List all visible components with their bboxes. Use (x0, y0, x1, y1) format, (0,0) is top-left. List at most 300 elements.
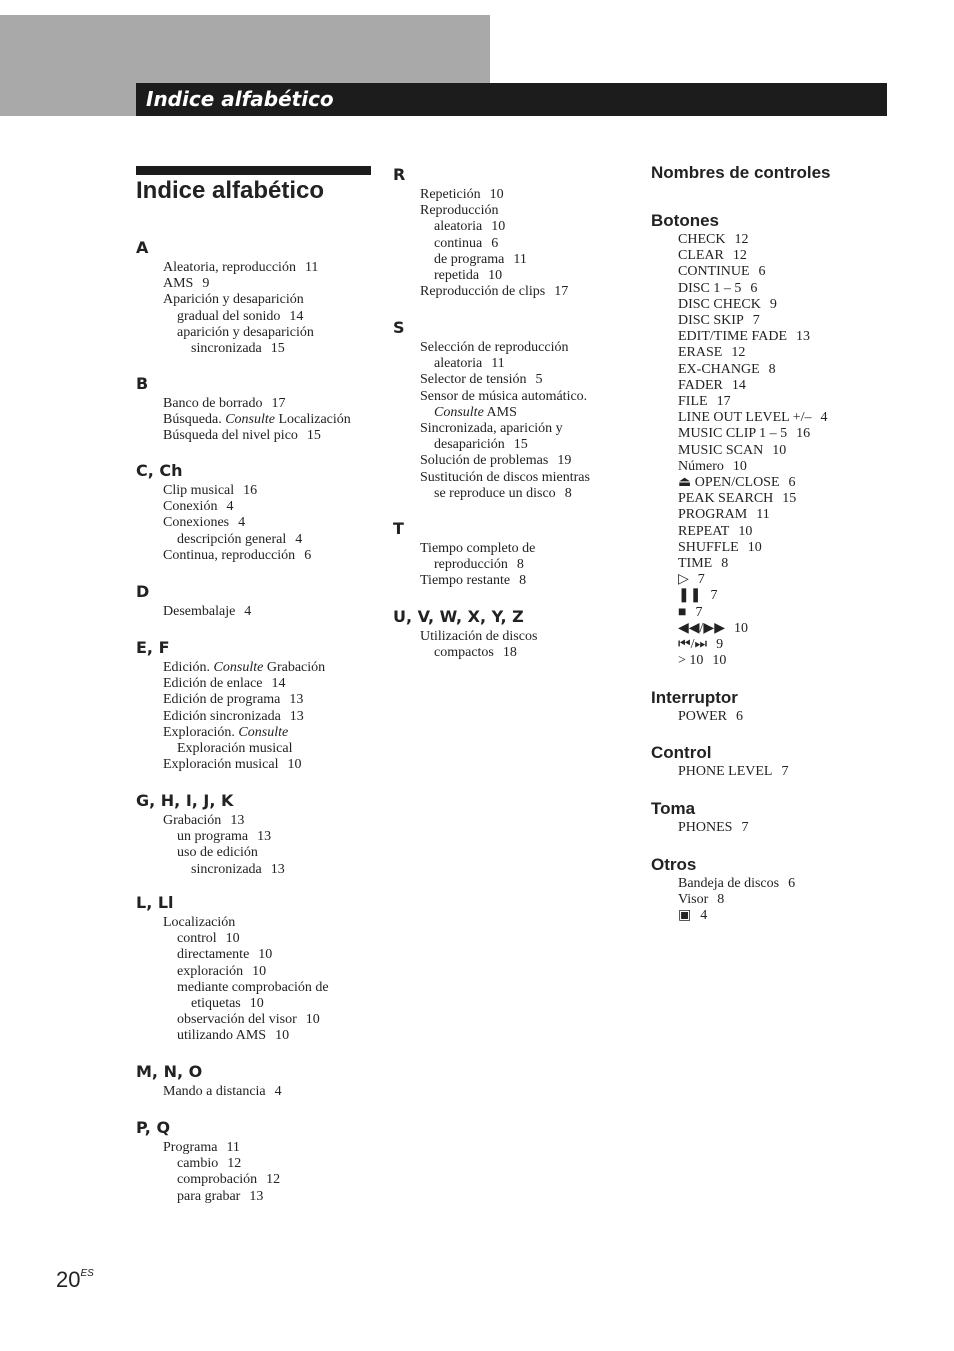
index-section (136, 893, 329, 1045)
index-entry (651, 491, 827, 507)
entry-text: Edición sincronizada (163, 708, 281, 724)
index-entry (393, 437, 590, 453)
entry-text: Selección de reproducción (420, 340, 569, 355)
section-heading: D (136, 582, 150, 601)
page-reference: 10 (275, 1028, 290, 1044)
entry-text: Bandeja de discos (678, 876, 780, 891)
page-number-suffix: ES (80, 1268, 94, 1279)
page-reference: 12 (732, 248, 747, 264)
entry-text: ⏏ OPEN/CLOSE (678, 475, 780, 491)
index-entry (393, 372, 590, 388)
index-entry (393, 356, 590, 372)
entry-text: directamente (177, 947, 250, 963)
page-reference: 17 (554, 284, 569, 300)
entry-text: DISC 1 – 5 (678, 280, 742, 296)
entry-text: Exploración. (163, 724, 235, 740)
index-entry (136, 1172, 280, 1188)
entry-list (393, 187, 568, 300)
index-entry (136, 709, 325, 725)
entry-list (651, 709, 743, 725)
entry-text: compactos (434, 645, 494, 661)
page-reference: 11 (304, 260, 319, 275)
entry-text: continua (434, 235, 483, 251)
page-reference: 13 (289, 708, 304, 724)
entry-text: REPEAT (678, 523, 730, 539)
entry-text: Desembalaje (163, 604, 236, 619)
index-entry (651, 588, 827, 604)
index-entry (136, 660, 325, 676)
index-entry (136, 931, 329, 947)
index-entry (136, 862, 285, 878)
page-reference: 11 (513, 251, 527, 267)
page-reference: 12 (731, 345, 746, 361)
page-reference: 10 (249, 996, 264, 1012)
section-heading: U, V, W, X, Y, Z (393, 607, 524, 626)
page-reference: 7 (752, 313, 760, 329)
page-reference: 16 (796, 426, 811, 442)
entry-text: TIME (678, 556, 713, 572)
entry-text: Exploración musical (177, 741, 293, 757)
page-reference: 7 (697, 572, 705, 588)
page-reference: 12 (734, 232, 749, 247)
page-reference: 9 (202, 276, 210, 292)
entry-text: Exploración musical (163, 757, 279, 773)
entry-text: PEAK SEARCH (678, 491, 774, 507)
index-entry (136, 725, 325, 741)
section-heading: B (136, 374, 149, 393)
entry-list (651, 764, 789, 780)
page-reference: 11 (491, 356, 505, 372)
page-reference: 10 (258, 947, 273, 963)
section-heading: A (136, 238, 149, 257)
entry-text: PHONE LEVEL (678, 764, 773, 779)
index-entry (136, 915, 329, 931)
entry-text: ❚❚ (678, 588, 702, 604)
index-entry (651, 572, 827, 588)
index-entry (393, 252, 568, 268)
index-entry (136, 341, 318, 357)
entry-text: EX-CHANGE (678, 361, 760, 377)
page-reference: 10 (733, 620, 748, 636)
see-reference: Consulte (213, 660, 264, 675)
index-section (651, 742, 789, 780)
page-reference: 7 (695, 604, 703, 620)
page-reference: 17 (271, 396, 286, 411)
entry-text: Edición de enlace (163, 676, 263, 692)
section-heading: Otros (651, 855, 697, 874)
entry-text: ■ (678, 604, 687, 620)
index-entry (393, 203, 568, 219)
page-reference: 12 (227, 1156, 242, 1172)
entry-text: PROGRAM (678, 507, 748, 523)
entry-text: aleatoria (434, 219, 483, 235)
index-entry (651, 378, 827, 394)
entry-text: Conexiones (163, 515, 230, 531)
section-heading: R (393, 165, 406, 184)
page-reference: 4 (820, 410, 828, 426)
entry-text: Reproducción de clips (420, 284, 546, 300)
page-reference: 8 (564, 485, 572, 501)
section-heading: E, F (136, 638, 170, 657)
index-entry (651, 540, 827, 556)
entry-text: Selector de tensión (420, 372, 527, 388)
index-entry (651, 892, 795, 908)
index-entry (136, 845, 285, 861)
entry-text: EDIT/TIME FADE (678, 329, 787, 345)
entry-text: sincronizada (191, 861, 262, 877)
index-entry (393, 421, 590, 437)
entry-text: CLEAR (678, 248, 724, 264)
entry-text: Utilización de discos (420, 629, 538, 644)
page-reference: 6 (750, 280, 758, 296)
entry-text: aleatoria (434, 356, 483, 372)
page-reference: 10 (712, 653, 727, 669)
index-entry (393, 645, 537, 661)
page-reference: 7 (781, 764, 789, 779)
entry-text: etiquetas (191, 996, 241, 1012)
entry-text: Búsqueda. (163, 412, 222, 428)
entry-text: repetida (434, 268, 480, 284)
entry-text: Mando a distancia (163, 1084, 266, 1099)
index-entry (136, 692, 325, 708)
entry-text: ▷ (678, 572, 689, 588)
entry-list (136, 483, 311, 564)
entry-text: control (177, 931, 217, 947)
index-entry (136, 412, 351, 428)
entry-text: Continua, reproducción (163, 547, 296, 563)
entry-text: SHUFFLE (678, 539, 739, 555)
page-reference: 10 (738, 523, 753, 539)
index-entry (651, 908, 795, 924)
page-reference: 4 (226, 499, 234, 515)
entry-text: ▣ (678, 908, 692, 924)
index-entry (651, 621, 827, 637)
page-reference: 10 (252, 963, 267, 979)
entry-text: observación del visor (177, 1012, 297, 1028)
index-entry (651, 264, 827, 280)
index-section (651, 798, 748, 836)
entry-text: Reproducción (420, 203, 499, 219)
entry-list (136, 604, 251, 620)
page-reference: 4 (244, 604, 252, 619)
index-entry (651, 605, 827, 621)
index-entry (393, 340, 590, 356)
page-reference: 14 (271, 676, 286, 692)
index-section (136, 1062, 282, 1100)
see-reference: Consulte (238, 724, 289, 740)
index-entry (136, 515, 311, 531)
index-entry (651, 475, 827, 491)
entry-text: Aleatoria, reproducción (163, 260, 296, 275)
page-reference: 9 (769, 296, 777, 312)
entry-text: LINE OUT LEVEL +/– (678, 410, 812, 426)
index-entry (651, 297, 827, 313)
index-entry (651, 443, 827, 459)
entry-list (393, 629, 537, 661)
index-entry (136, 980, 329, 996)
entry-text: de programa (434, 251, 505, 267)
entry-text: Tiempo completo de (420, 541, 536, 556)
index-entry (136, 947, 329, 963)
page-reference: 14 (289, 308, 304, 324)
entry-text: MUSIC CLIP 1 – 5 (678, 426, 788, 442)
entry-text: DISC SKIP (678, 313, 744, 329)
page-reference: 17 (716, 394, 731, 410)
entry-text: Número (678, 458, 724, 474)
section-heading: S (393, 318, 405, 337)
entry-text: exploración (177, 963, 244, 979)
index-section (136, 461, 311, 564)
page-reference: 9 (716, 637, 724, 653)
entry-list (651, 876, 795, 925)
entry-list (136, 1084, 282, 1100)
entry-list (651, 820, 748, 836)
entry-text: Tiempo restante (420, 573, 511, 589)
page-reference: 6 (304, 547, 312, 563)
entry-text: AMS (163, 276, 194, 292)
index-entry (393, 284, 568, 300)
section-heading: C, Ch (136, 461, 183, 480)
index-section (136, 238, 318, 357)
index-entry (393, 405, 590, 421)
index-entry (136, 309, 318, 325)
entry-text: gradual del sonido (177, 308, 281, 324)
page-reference: 13 (289, 692, 304, 708)
index-entry (393, 219, 568, 235)
index-entry (136, 548, 311, 564)
page-reference: 4 (274, 1084, 282, 1099)
index-entry (651, 329, 827, 345)
entry-text: mediante comprobación de (177, 979, 329, 995)
page-number (56, 1260, 94, 1294)
index-entry (136, 260, 318, 276)
index-entry (651, 709, 743, 725)
index-entry (393, 453, 590, 469)
section-heading: G, H, I, J, K (136, 791, 234, 810)
page-reference: 15 (513, 437, 528, 453)
page-reference: 4 (295, 531, 303, 547)
index-entry (651, 410, 827, 426)
index-entry (393, 187, 568, 203)
entry-text: reproducción (434, 557, 508, 573)
entry-text: MUSIC SCAN (678, 442, 764, 458)
page-reference: 6 (788, 876, 796, 891)
page-reference: 11 (756, 507, 770, 523)
entry-text: Sincronizada, aparición y (420, 421, 563, 437)
page-number-value: 20 (56, 1267, 81, 1292)
index-section (136, 1118, 280, 1205)
entry-text: ◀◀/▶▶ (678, 620, 725, 636)
index-entry (651, 653, 827, 669)
index-entry (136, 428, 351, 444)
index-entry (393, 389, 590, 405)
index-section (136, 374, 351, 445)
index-entry (136, 499, 311, 515)
entry-list (136, 396, 351, 445)
index-entry (393, 236, 568, 252)
entry-text: Sustitución de discos mientras (420, 469, 590, 485)
index-entry (136, 1189, 280, 1205)
index-entry (136, 292, 318, 308)
entry-list (136, 260, 318, 357)
index-section (136, 638, 325, 773)
index-entry (393, 629, 537, 645)
section-heading: T (393, 519, 404, 538)
page-reference: 13 (257, 829, 272, 845)
index-entry (136, 604, 251, 620)
see-reference: Consulte (225, 412, 275, 428)
entry-text: aparición y desaparición (177, 324, 314, 340)
entry-text: Edición. (163, 660, 211, 675)
entry-text: Sensor de música automático. (420, 388, 588, 404)
index-section (136, 582, 251, 620)
entry-text: desaparición (434, 437, 505, 453)
index-entry (136, 1028, 329, 1044)
index-entry (136, 757, 325, 773)
entry-text: FADER (678, 377, 723, 393)
index-section (393, 607, 537, 661)
see-target: AMS (486, 404, 517, 420)
page-reference: 7 (710, 588, 718, 604)
page-reference: 6 (491, 235, 499, 251)
page-reference: 10 (732, 458, 747, 474)
entry-text: un programa (177, 829, 249, 845)
index-entry (136, 813, 285, 829)
entry-text: utilizando AMS (177, 1028, 267, 1044)
page-reference: 11 (226, 1140, 240, 1155)
index-entry (136, 1140, 280, 1156)
index-section (393, 165, 568, 300)
entry-text: Aparición y desaparición (163, 292, 304, 308)
index-entry (136, 325, 318, 341)
section-heading: Toma (651, 799, 696, 818)
entry-list (136, 660, 325, 773)
index-entry (651, 345, 827, 361)
entry-text: > 10 (678, 653, 704, 669)
index-entry (136, 1084, 282, 1100)
index-entry (136, 996, 329, 1012)
page-reference: 16 (243, 483, 258, 498)
entry-list (136, 813, 285, 878)
see-target: Grabación (266, 660, 326, 675)
entry-text: Búsqueda del nivel pico (163, 428, 298, 444)
index-entry (136, 276, 318, 292)
page-reference: 19 (557, 453, 572, 469)
entry-text: Edición de programa (163, 692, 281, 708)
index-section (651, 854, 795, 925)
section-heading: M, N, O (136, 1062, 203, 1081)
index-section (393, 519, 535, 590)
entry-text: POWER (678, 709, 727, 724)
entry-text: ⏮/⏭ (678, 637, 708, 653)
page-reference: 13 (796, 329, 810, 345)
page-reference: 8 (721, 556, 729, 572)
entry-list (393, 340, 590, 502)
page-reference: 8 (519, 573, 527, 589)
index-entry (136, 676, 325, 692)
entry-text: se reproduce un disco (434, 485, 556, 501)
index-entry (393, 557, 535, 573)
entry-text: CHECK (678, 232, 726, 247)
page-reference: 8 (717, 892, 725, 908)
index-entry (651, 232, 827, 248)
page-reference: 13 (230, 813, 245, 828)
index-entry (651, 820, 748, 836)
section-heading: P, Q (136, 1118, 171, 1137)
page-reference: 13 (249, 1188, 264, 1204)
entry-text: Localización (163, 915, 236, 930)
index-entry (393, 541, 535, 557)
entry-text: Clip musical (163, 483, 235, 498)
index-entry (651, 524, 827, 540)
index-entry (651, 394, 827, 410)
index-entry (136, 1156, 280, 1172)
index-entry (136, 1012, 329, 1028)
index-section (651, 210, 827, 669)
entry-list (393, 541, 535, 590)
index-entry (651, 459, 827, 475)
entry-text: cambio (177, 1156, 219, 1172)
section-heading: L, Ll (136, 893, 174, 912)
entry-text: sincronizada (191, 341, 262, 357)
page-reference: 15 (270, 341, 285, 357)
page-reference: 10 (491, 219, 506, 235)
index-entry (651, 426, 827, 442)
entry-text: descripción general (177, 531, 287, 547)
page-reference: 4 (700, 908, 708, 924)
page-reference: 6 (736, 709, 743, 724)
entry-list (651, 232, 827, 669)
page-reference: 15 (306, 428, 321, 444)
page-reference: 4 (238, 515, 246, 531)
index-entry (393, 486, 590, 502)
page-reference: 8 (516, 557, 524, 573)
page-reference: 8 (768, 361, 776, 377)
index-section (393, 318, 590, 502)
entry-text: Repetición (420, 187, 481, 202)
entry-text: para grabar (177, 1188, 241, 1204)
section-heading: Control (651, 743, 712, 762)
entry-text: Solución de problemas (420, 453, 549, 469)
page-reference: 10 (772, 442, 787, 458)
see-reference: Consulte (434, 404, 484, 420)
page-reference: 6 (758, 264, 766, 280)
page-reference: 10 (747, 539, 762, 555)
page-reference: 6 (788, 475, 796, 491)
page-reference: 14 (731, 377, 746, 393)
index-section (651, 687, 743, 725)
page-reference: 10 (489, 187, 504, 202)
index-entry (651, 876, 795, 892)
entry-text: Banco de borrado (163, 396, 263, 411)
entry-text: ERASE (678, 345, 723, 361)
entry-text: Grabación (163, 813, 222, 828)
index-entry (136, 483, 311, 499)
index-entry (136, 532, 311, 548)
index-section (136, 791, 285, 878)
page-reference: 7 (741, 820, 749, 835)
index-entry (136, 829, 285, 845)
entry-text: uso de edición (177, 845, 258, 861)
entry-list (136, 1140, 280, 1205)
page-reference: 13 (270, 861, 285, 877)
entry-text: FILE (678, 394, 708, 410)
entry-text: Visor (678, 892, 709, 908)
entry-list (136, 915, 329, 1045)
entry-text: Conexión (163, 499, 218, 515)
index-entry (651, 764, 789, 780)
page-reference: 15 (782, 491, 797, 507)
